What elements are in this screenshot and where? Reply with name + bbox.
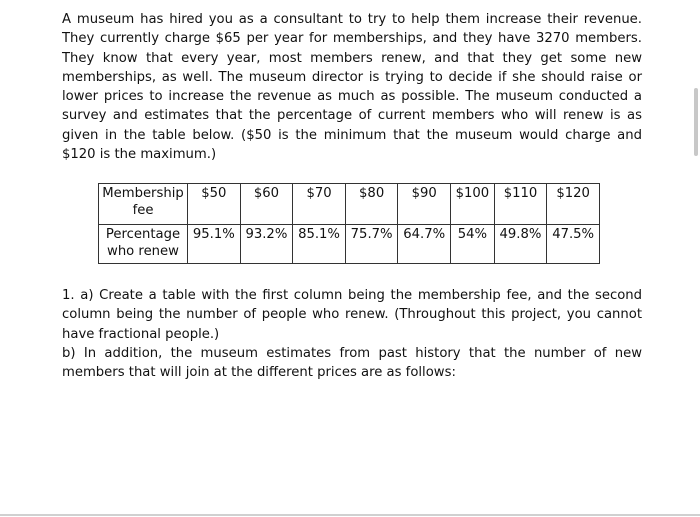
percentage-cell: 85.1% [293, 225, 346, 264]
bottom-divider [0, 514, 700, 516]
fee-cell: $110 [494, 184, 547, 225]
question-1a: 1. a) Create a table with the first column being the membership fee, and the second column being the number of people who renew. (Throughout this project, you cannot have fractional people.) [62, 288, 642, 342]
percentage-cell: 64.7% [398, 225, 451, 264]
table-row [99, 225, 600, 264]
percentage-renew-header: Percentage who renew [99, 225, 188, 264]
fee-cell: $120 [547, 184, 600, 225]
question-1b: b) In addition, the museum estimates from past history that the number of new members that will join at the different prices are as follows: [62, 346, 642, 381]
percentage-cell: 47.5% [547, 225, 600, 264]
membership-fee-header: Membership fee [99, 184, 188, 225]
fee-cell: $90 [398, 184, 451, 225]
percentage-cell: 49.8% [494, 225, 547, 264]
fee-cell: $80 [345, 184, 398, 225]
percentage-cell: 75.7% [345, 225, 398, 264]
fee-cell: $50 [188, 184, 241, 225]
renewal-table [98, 183, 600, 264]
percentage-cell: 95.1% [188, 225, 241, 264]
percentage-cell: 93.2% [240, 225, 293, 264]
fee-cell: $100 [451, 184, 495, 225]
percentage-cell: 54% [451, 225, 495, 264]
intro-paragraph: A museum has hired you as a consultant to try to help them increase their revenue. They currently charge $65 per year for memberships, and they have 3270 members. They know that every year, most members renew, and that they get some new memberships, as well. The museum director is trying to decide if she should raise or lower prices to increase the revenue as much as possible. The museum conducted a survey and estimates that the percentage of current members who will renew is as given in the table below. ($50 is the minimum that the museum would charge and $120 is the maximum.) [62, 12, 642, 163]
fee-cell: $60 [240, 184, 293, 225]
table-row [99, 184, 600, 225]
vertical-scrollbar[interactable] [694, 88, 698, 156]
fee-cell: $70 [293, 184, 346, 225]
